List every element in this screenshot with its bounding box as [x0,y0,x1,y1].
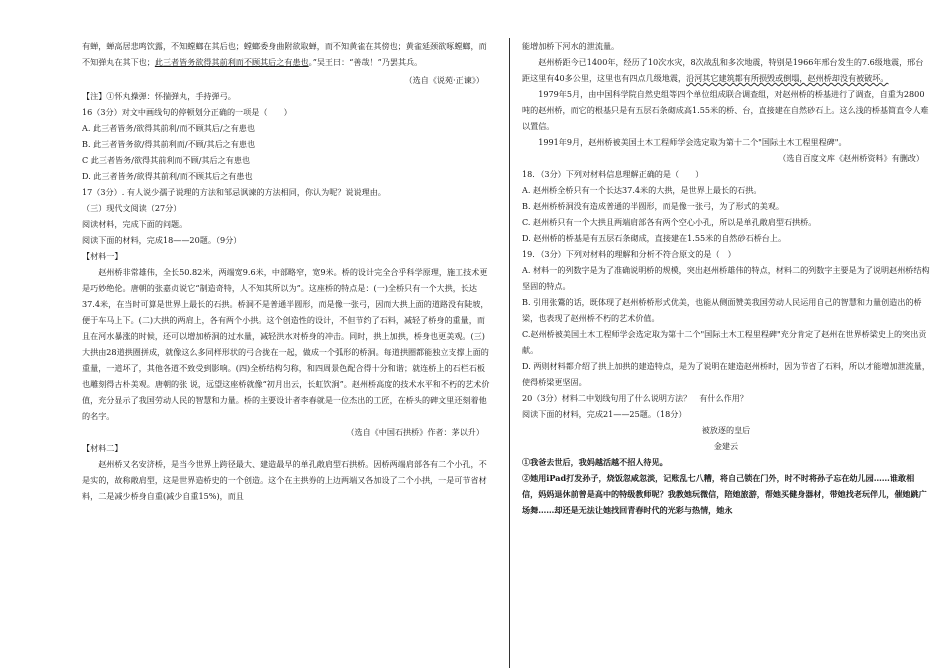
q16-option-b: B. 此三者皆务欲/得其前利而/不顾/其后之有患也 [82,139,256,149]
underlined-sentence: 沿河其它建筑都有所损毁或倒塌，赵州桥却没有被破坏。 [686,73,889,83]
material-one-body: 赵州桥非常雄伟，全长50.82米，两端宽9.6米，中部略窄，宽9米。桥的设计完全合乎科学原理，施工技术更是巧妙绝伦。唐朝的张嘉贞说它“制造奇特，人不知其所以为”。这座桥的特点是：(一)全桥只有一个大拱，长达37.4米，在当时可算是世界上最长的石拱。桥洞不是普通半圆形，而是像一张弓，因而大拱上面的道路没有陡坡，便于车马上下。(二)大拱的两肩上，各有两个小拱。这个创造性的设计，不但节约了石料，减轻了桥身的重量，而且在河水暴涨的时候，还可以增加桥洞的过水量，减轻洪水对桥身的冲击。同时，拱上加拱，桥身也更美观。(三)大拱由28道拱圈拼成，就像这么多同样形状的弓合拢在一起，做成一个弧形的桥洞。每道拱圈都能独立支撑上面的重量，一道坏了，其他各道不致受到影响。(四)全桥结构匀称，和四周景色配合得十分和谐；就连桥上的石栏石板也雕刻得古朴美观。唐朝的张 说，远望这座桥就像“初月出云，长虹饮涧”。赵州桥高度的技术水平和不朽的艺术价值，充分显示了我国劳动人民的智慧和力量。桥的主要设计者李春就是一位杰出的工匠，在桥头的碑文里还刻着他的名字。 [82,267,490,421]
story-author: 金建云 [713,441,739,451]
material-two-para: 1979年5月，由中国科学院自然史组等四个单位组成联合调查组，对赵州桥的桥基进行了调查，自重为2800吨的赵州桥，而它的根基只是有五层石条砌成高1.55米的桥、台，直接建在自然砂石上。这么浅的桥基简直令人难以置信。 [522,89,929,131]
passage-source: （选自《说苑·正谏》） [404,75,484,85]
passage-text-end: 。”吴王曰：“善哉！”乃罢其兵。 [308,57,423,67]
column-divider [509,38,510,668]
right-column [522,38,930,518]
passage-ending [82,38,490,70]
question-18: 18．（3分）下列对材料信息理解正确的是（ ） [522,169,704,179]
story-title: 被放逐的皇后 [701,425,751,435]
left-column [82,38,490,504]
q18-option-a: A. 赵州桥全桥只有一个长达37.4米的大拱，是世界上最长的石拱。 [522,185,762,195]
material-one-title: 【材料一】 [82,251,123,261]
section-heading: （三）现代文阅读（27分） [82,203,182,213]
q19-option-d: D. 两则材料都介绍了拱上加拱的建造特点，是为了说明在建造赵州桥时，因为节省了石料，所以才能增加泄流量，使得桥梁更坚固。 [522,361,930,387]
q19-option-a: A. 材料一的列数字是为了准确说明桥的规模，突出赵州桥雄伟的特点，材料二的列数字主要是为了说明赵州桥结构坚固的特点。 [522,265,930,291]
material-one-source: （选自《中国石拱桥》作者：茅以升） [346,427,484,437]
question-16: 16（3分）对文中画线句的停顿划分正确的一项是（ ） [82,107,292,117]
para-text: 赵州桥距今已1400年，经历了10次水灾，8次战乱和多次地震，特别是1966年邢台发生的7.6级地震，邢台距这里有40多公里，这里也有四点几级地震， [522,57,924,83]
q18-option-b: B. 赵州桥桥洞没有造成普通的半圆形，而是像一张弓，为了形式的美观。 [522,201,785,211]
q19-option-b: B. 引用张鷟的话，既体现了赵州桥桥形式优美，也能从侧面赞美我国劳动人民运用自己的智慧和力量创造出的桥梁，也表现了赵州桥不朽的艺术价值。 [522,297,922,323]
story-para-1: ①我爸去世后，我妈越活越不招人待见。 [522,457,668,467]
question-19: 19．（3分）下列对材料的理解和分析不符合原文的是（ ） [522,249,736,259]
q16-option-d: D. 此三者皆务/欲得其前利/而不顾其后之有患也 [82,171,253,181]
q18-option-d: D. 赵州桥的桥基是有五层石条砌成，直接建在1.55米的自然砂石桥台上。 [522,233,787,243]
passage-text: 有蝉，蝉高居悲鸣饮露，不知螳螂在其后也；螳螂委身曲附欲取蝉，而不知黄雀在其傍也；黄雀延颈欲啄螳螂，而不知弹丸在其下也； [82,41,487,67]
material-two-cont: 能增加桥下河水的泄流量。 [522,41,620,51]
q16-option-c: C 此三者皆务/欲得其前利而不顾/其后之有患也 [82,155,251,165]
question-20: 20（3分）材料二中划线句用了什么说明方法？ 有什么作用？ [522,393,748,403]
material-two-para [522,54,930,86]
instruction: 阅读材料，完成下面的问题。 [82,219,188,229]
question-17: 17（3分）. 有人说少孺子说理的方法和邹忌讽谏的方法相同，你认为呢？说说理由。 [82,187,386,197]
material-two-title: 【材料二】 [82,443,123,453]
material-two-body: 赵州桥又名安济桥，是当今世界上跨径最大、建造最早的单孔敞肩型石拱桥。因桥两端肩部各有二个小孔，不是实的，故称敞肩型，这是世界造桥史的一个创造。这个在主拱券的上边两端又各加设了二个小拱，一是可节省材料，二是减少桥身自重(减少自重15%)，而且 [82,459,487,501]
material-two-source: （选自百度文库《赵州桥资料》有删改） [778,153,924,163]
material-two-para: 1991年9月，赵州桥被美国土木工程师学会选定取为第十二个"国际土木工程里程碑"。 [538,137,847,147]
instruction: 阅读下面的材料，完成21——25题。（18分） [522,409,687,419]
instruction: 阅读下面的材料，完成18——20题。（9分） [82,235,242,245]
q16-option-a: A. 此三者皆务/欲得其前利/而不顾其后/之有患也 [82,123,255,133]
story-para-2: ②她用iPad打发孙子，烧饭忽咸忽淡，记账乱七八糟，将自己锁在门外，时不时将孙子忘在幼儿园……谁敢相信，妈妈退休前曾是高中的特级教师呢？我教她玩微信，陪她旅游，帮她买健身器材，带她找老玩伴儿，催她跳广场舞……却还是无法让她找回青春时代的光彩与热情，她永 [522,473,927,515]
annotation-note: 【注】①怀丸操弹：怀揣弹丸，手持弹弓。 [82,91,236,101]
q19-option-c: C.赵州桥被美国土木工程师学会选定取为第十二个"国际土木工程里程碑"充分肯定了赵州在世界桥梁史上的突出贡献。 [522,329,927,355]
q18-option-c: C. 赵州桥只有一个大拱且两端肩部各有两个空心小孔，所以是单孔敞肩型石拱桥。 [522,217,817,227]
underlined-sentence: 此三者皆务欲得其前利而不顾其后之有患也 [154,57,309,67]
